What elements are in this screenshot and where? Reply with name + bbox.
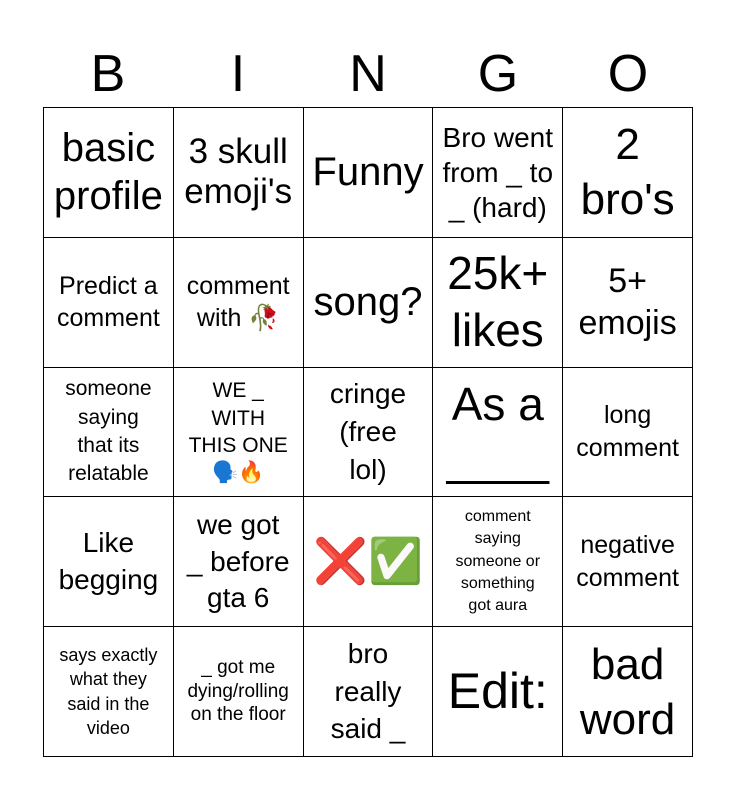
bingo-cell-r4c2[interactable]	[174, 497, 304, 627]
bingo-cell-r3c3[interactable]	[304, 368, 434, 498]
cell-text: 25k+ likes	[447, 246, 549, 357]
bingo-header	[43, 40, 693, 108]
bingo-board	[43, 107, 693, 757]
cell-text: Funny	[312, 150, 424, 195]
bingo-cell-r1c5[interactable]	[563, 108, 693, 238]
bingo-cell-r5c5[interactable]	[563, 627, 693, 757]
cell-text: 3 skull emoji's	[184, 132, 293, 212]
bingo-cell-r4c5[interactable]	[563, 497, 693, 627]
cell-text: basic profile	[53, 126, 163, 219]
bingo-cell-r1c4[interactable]	[433, 108, 563, 238]
bingo-cell-r4c4[interactable]	[433, 497, 563, 627]
bingo-cell-r4c1[interactable]	[44, 497, 174, 627]
cell-text: As a ____	[446, 377, 549, 485]
cell-text: 2 bro's	[580, 120, 675, 225]
cell-text: comment with 🥀	[186, 271, 290, 333]
cell-text: 5+ emojis	[578, 261, 677, 343]
header-letter-n: N	[349, 45, 387, 103]
cell-text: Like begging	[58, 527, 159, 595]
bingo-cell-r5c3[interactable]	[304, 627, 434, 757]
cell-text: ❌✅	[313, 536, 423, 586]
cell-text: bro really said _	[330, 637, 406, 745]
bingo-cell-r5c4[interactable]	[433, 627, 563, 757]
bingo-cell-r3c2[interactable]	[174, 368, 304, 498]
cell-text: long comment	[576, 401, 679, 462]
cell-text: comment saying someone or something got aura	[455, 507, 541, 615]
bingo-cell-r5c1[interactable]	[44, 627, 174, 757]
cell-text: cringe (free lol)	[329, 378, 407, 485]
cell-text: Bro went from _ to _ (hard)	[442, 121, 554, 223]
cell-text: we got _ before gta 6	[186, 509, 290, 613]
header-letter-b: B	[90, 45, 126, 103]
cell-text: WE _ WITH THIS ONE 🗣️🔥	[188, 379, 288, 485]
cell-text: Predict a comment	[56, 271, 160, 333]
bingo-cell-r5c2[interactable]	[174, 627, 304, 757]
cell-text: song?	[313, 280, 423, 325]
bingo-cell-r2c4[interactable]	[433, 238, 563, 368]
bingo-cell-r1c2[interactable]	[174, 108, 304, 238]
bingo-cell-r1c3[interactable]	[304, 108, 434, 238]
bingo-cell-r2c5[interactable]	[563, 238, 693, 368]
cell-text: negative comment	[576, 531, 679, 592]
cell-text: says exactly what they said in the video	[59, 645, 158, 738]
bingo-cell-r2c1[interactable]	[44, 238, 174, 368]
cell-text: Edit:	[447, 662, 548, 719]
bingo-cell-r1c1[interactable]	[44, 108, 174, 238]
cell-text: _ got me dying/rolling on the floor	[187, 656, 289, 726]
bingo-cell-r4c3[interactable]	[304, 497, 434, 627]
bingo-cell-r2c3[interactable]	[304, 238, 434, 368]
header-letter-i: I	[230, 45, 246, 103]
bingo-cell-r3c5[interactable]	[563, 368, 693, 498]
cell-text: bad word	[579, 639, 676, 744]
header-letter-o: O	[607, 45, 649, 103]
bingo-cell-r3c1[interactable]	[44, 368, 174, 498]
cell-text: someone saying that its relatable	[65, 377, 152, 486]
header-letter-g: G	[477, 45, 519, 103]
bingo-cell-r3c4[interactable]	[433, 368, 563, 498]
bingo-cell-r2c2[interactable]	[174, 238, 304, 368]
